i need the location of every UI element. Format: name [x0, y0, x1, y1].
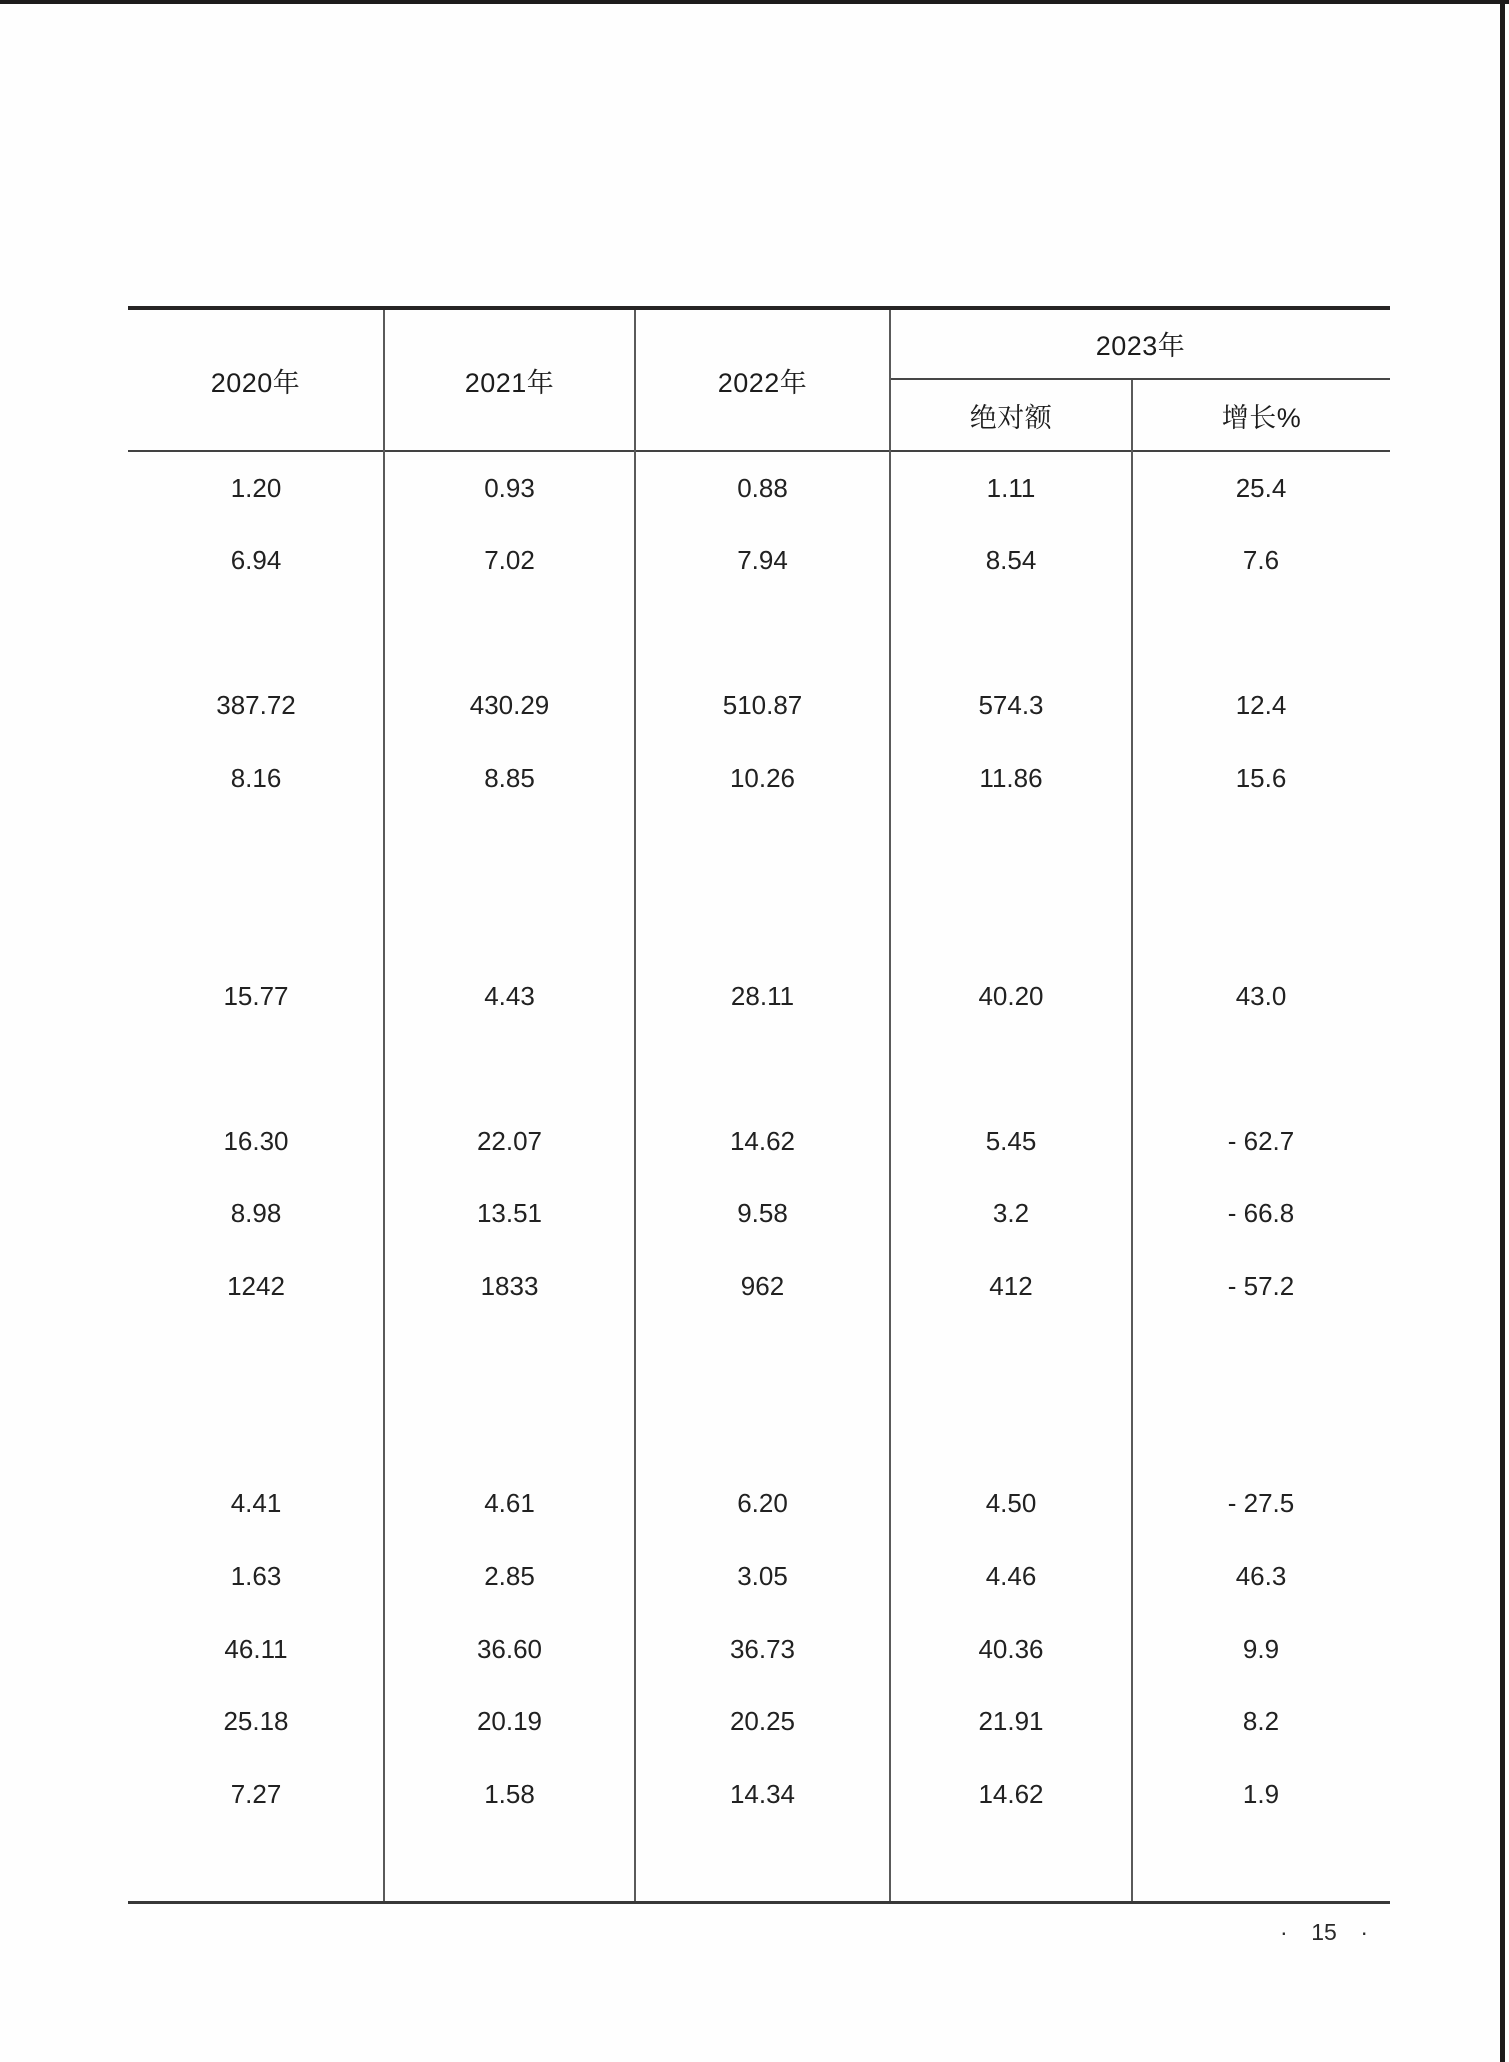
- table-cell: [890, 1830, 1132, 1903]
- table-cell: 510.87: [722, 690, 803, 721]
- table-cell: 3.2: [992, 1198, 1030, 1229]
- table-row: [128, 1323, 1390, 1396]
- header-cell-2020: 2020年: [210, 367, 301, 398]
- table-cell: [128, 1830, 384, 1903]
- table-cell: [128, 1395, 384, 1468]
- table-cell: 430.29: [469, 690, 550, 721]
- table-cell: [1132, 1323, 1390, 1396]
- table-cell: [635, 597, 890, 670]
- table-cell: 14.62: [978, 1778, 1044, 1809]
- table-cell: 14.34: [729, 1778, 796, 1809]
- table-cell: [384, 887, 635, 960]
- table-cell: 43.0: [1235, 980, 1287, 1011]
- table-cell: 4.61: [484, 1488, 535, 1519]
- table-cell: 8.2: [1242, 1706, 1280, 1737]
- header-cell-2022: 2022年: [717, 367, 808, 398]
- table-cell: [384, 1323, 635, 1396]
- table-cell: 20.19: [476, 1706, 543, 1737]
- table-cell: 40.36: [978, 1633, 1044, 1664]
- table-bottom-rule: [128, 1901, 1390, 1904]
- table-row: [128, 452, 1390, 525]
- table-cell: 1833: [480, 1270, 539, 1301]
- table-cell: 46.3: [1235, 1560, 1287, 1591]
- table-cell: [635, 815, 890, 888]
- table-cell: 46.11: [224, 1633, 288, 1664]
- table-cell: 4.50: [985, 1488, 1037, 1519]
- page-number: [1280, 1914, 1368, 1950]
- table-cell: 25.18: [223, 1706, 289, 1737]
- table-cell: - 57.2: [1227, 1270, 1295, 1301]
- header-cell-2023: 2023年: [1095, 330, 1186, 361]
- header-cell-absolute-amount: 绝对额: [969, 402, 1053, 433]
- table-cell: 15.6: [1235, 762, 1287, 793]
- statistics-table: [128, 306, 1390, 1904]
- table-cell: 1.20: [230, 472, 282, 503]
- table-row: [128, 1032, 1390, 1105]
- header-cell-2021: 2021年: [464, 367, 555, 398]
- table-cell: 25.4: [1235, 472, 1287, 503]
- table-cell: [635, 1830, 890, 1903]
- table-row: [128, 1830, 1390, 1903]
- table-cell: 1242: [227, 1270, 285, 1301]
- table-cell: 21.91: [978, 1706, 1044, 1737]
- table-cell: [890, 815, 1132, 888]
- table-row: [128, 1540, 1390, 1613]
- table-cell: 0.88: [737, 472, 788, 503]
- table-row: [128, 960, 1390, 1033]
- table-cell: 14.62: [729, 1125, 796, 1156]
- table-row: [128, 1758, 1390, 1831]
- table-row: [128, 1105, 1390, 1178]
- table-cell: 10.26: [729, 762, 796, 793]
- table-cell: [128, 1323, 384, 1396]
- table-cell: 1.63: [230, 1560, 282, 1591]
- table-cell: - 62.7: [1227, 1125, 1295, 1156]
- table-cell: [384, 597, 635, 670]
- table-cell: 412: [989, 1270, 1033, 1301]
- table-cell: - 27.5: [1227, 1488, 1295, 1519]
- table-row: [128, 1395, 1390, 1468]
- table-cell: [128, 1032, 384, 1105]
- table-cell: 12.4: [1235, 690, 1287, 721]
- table-cell: 28.11: [730, 980, 795, 1011]
- table-cell: [384, 1830, 635, 1903]
- table-cell: 4.41: [230, 1488, 282, 1519]
- table-row: [128, 1685, 1390, 1758]
- table-cell: 8.54: [985, 545, 1037, 576]
- table-row: [128, 1613, 1390, 1686]
- scan-edge-right: [1500, 0, 1505, 2062]
- table-row: [128, 742, 1390, 815]
- table-cell: 387.72: [216, 690, 296, 721]
- table-cell: [890, 887, 1132, 960]
- table-cell: [384, 1395, 635, 1468]
- table-cell: [128, 887, 384, 960]
- table-cell: 6.94: [230, 545, 282, 576]
- table-cell: [1132, 815, 1390, 888]
- table-row: [128, 525, 1390, 598]
- table-cell: [635, 887, 890, 960]
- table-row: [128, 1250, 1390, 1323]
- table-cell: [890, 1395, 1132, 1468]
- table-row: [128, 815, 1390, 888]
- table-cell: 9.9: [1242, 1633, 1280, 1664]
- table-cell: 36.60: [476, 1633, 543, 1664]
- table-cell: [1132, 597, 1390, 670]
- table-cell: 5.45: [985, 1125, 1037, 1156]
- table-cell: [635, 1323, 890, 1396]
- table-cell: 1.9: [1242, 1778, 1280, 1809]
- header-sub-rule: [889, 378, 1390, 380]
- table-cell: 40.20: [978, 980, 1044, 1011]
- table-cell: 4.46: [985, 1560, 1037, 1591]
- table-cell: [1132, 887, 1390, 960]
- table-cell: 11.86: [979, 762, 1043, 793]
- scan-edge-top: [0, 0, 1509, 4]
- table-row: [128, 1468, 1390, 1541]
- table-cell: 36.73: [729, 1633, 796, 1664]
- table-row: [128, 597, 1390, 670]
- table-cell: 22.07: [476, 1125, 543, 1156]
- table-body: [128, 452, 1390, 1903]
- table-row: [128, 887, 1390, 960]
- table-cell: 3.05: [737, 1560, 788, 1591]
- table-cell: 8.16: [230, 762, 282, 793]
- table-cell: [890, 1032, 1132, 1105]
- table-cell: 9.58: [737, 1198, 788, 1229]
- table-cell: 7.27: [230, 1778, 282, 1809]
- table-cell: 0.93: [484, 472, 535, 503]
- table-row: [128, 1177, 1390, 1250]
- table-cell: 16.30: [223, 1125, 289, 1156]
- table-cell: [384, 815, 635, 888]
- table-cell: 13.51: [476, 1198, 543, 1229]
- table-cell: 8.85: [484, 762, 535, 793]
- table-cell: 7.02: [484, 545, 535, 576]
- table-cell: 1.11: [986, 472, 1036, 503]
- table-row: [128, 670, 1390, 743]
- table-cell: [1132, 1032, 1390, 1105]
- table-cell: [1132, 1830, 1390, 1903]
- table-cell: [635, 1395, 890, 1468]
- table-cell: [1132, 1395, 1390, 1468]
- table-cell: 962: [740, 1270, 785, 1301]
- header-cell-growth-percent: 增长%: [1221, 402, 1302, 433]
- table-cell: - 66.8: [1227, 1198, 1295, 1229]
- page-number-dot-right: ·: [1360, 1918, 1368, 1945]
- table-cell: 1.58: [484, 1778, 535, 1809]
- page-number-value: 15: [1311, 1918, 1337, 1945]
- table-cell: [128, 597, 384, 670]
- table-cell: 574.3: [978, 690, 1044, 721]
- table-cell: 15.77: [223, 980, 289, 1011]
- page-number-dot-left: ·: [1280, 1918, 1288, 1945]
- table-cell: 4.43: [484, 980, 535, 1011]
- table-cell: 8.98: [230, 1198, 282, 1229]
- table-cell: 6.20: [737, 1488, 788, 1519]
- table-cell: [128, 815, 384, 888]
- table-cell: [890, 1323, 1132, 1396]
- table-cell: 7.94: [737, 545, 788, 576]
- table-cell: 2.85: [484, 1560, 535, 1591]
- table-cell: 20.25: [729, 1706, 796, 1737]
- table-cell: [384, 1032, 635, 1105]
- table-cell: [635, 1032, 890, 1105]
- table-cell: 7.6: [1242, 545, 1280, 576]
- table-cell: [890, 597, 1132, 670]
